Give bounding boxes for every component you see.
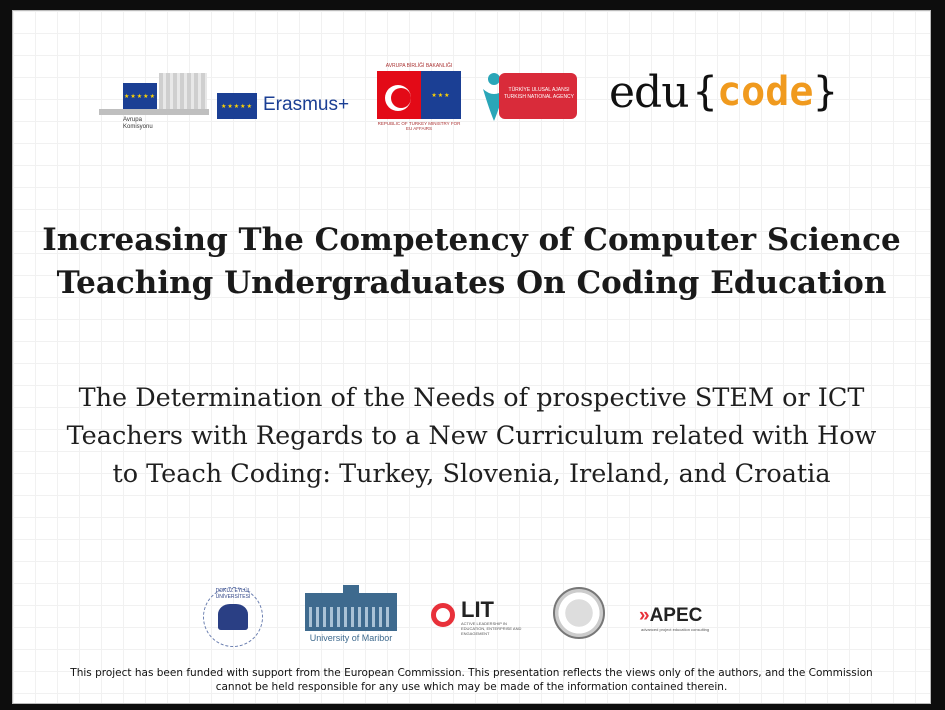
- apec-word: APEC: [649, 605, 703, 626]
- slide-subtitle: The Determination of the Needs of prospective STEM or ICT Teachers with Regards to a New Curriculum related with How to Teach Coding: Turkey, Slovenia, Ireland, and Croatia: [66, 383, 877, 489]
- berlaymont-building-icon: [159, 73, 207, 109]
- apec-subtext: advanced project education consulting: [641, 627, 710, 632]
- eu-flag-icon: ★★★★★: [123, 83, 157, 109]
- educode-edu: edu: [609, 67, 689, 118]
- university-of-maribor-logo: [305, 593, 397, 645]
- lit-logo: [431, 597, 531, 637]
- lit-word: LIT: [461, 597, 494, 622]
- lit-mark-icon: [431, 603, 455, 627]
- deu-ring-text: DOKUZ EYLÜL ÜNİVERSİTESİ: [215, 588, 251, 600]
- ec-logo-text: Avrupa Komisyonu: [123, 117, 153, 130]
- erasmus-label: Erasmus+: [263, 94, 350, 115]
- turkish-national-agency-logo: [479, 69, 577, 123]
- apec-logo: [639, 605, 719, 635]
- funding-disclaimer: This project has been funded with support from the European Commission. This presentation reflects the views only of the authors, and the Commission cannot be held responsible for any use which may be made of the information contained therein.: [70, 667, 873, 693]
- educode-logo: [609, 63, 869, 123]
- dokuz-eylul-university-logo: [203, 587, 263, 647]
- apec-mark-icon: »: [639, 605, 650, 626]
- ministry-top-text: AVRUPA BİRLİĞİ BAKANLIĞI: [385, 63, 453, 69]
- building-icon: [305, 593, 397, 631]
- slide: [12, 10, 931, 704]
- european-commission-logo: [99, 69, 209, 133]
- maribor-label: University of Maribor: [309, 633, 393, 643]
- lit-subtext: ACTIVE LEADERSHIP IN EDUCATION, ENTERPRISE AND ENGAGEMENT: [461, 621, 522, 636]
- ministry-bottom-text: REPUBLIC OF TURKEY MINISTRY FOR EU AFFAIRS: [377, 121, 461, 131]
- horse-emblem-icon: [218, 604, 248, 630]
- eu-stars-icon: ★★★: [421, 71, 461, 119]
- tna-text: TÜRKİYE ULUSAL AJANSI TURKISH NATIONAL AGENCY: [503, 87, 574, 100]
- funder-logo-row: [13, 63, 930, 143]
- turkish-flag-icon: [377, 71, 421, 119]
- educode-code: {code}: [693, 69, 838, 115]
- university-of-zagreb-seal-icon: [553, 587, 605, 639]
- erasmus-plus-logo: [217, 91, 367, 121]
- slide-title: Increasing The Competency of Computer Science Teaching Undergraduates On Coding Education: [42, 222, 901, 301]
- eu-flag-icon: ★★★★★: [217, 93, 257, 119]
- partner-logo-row: [13, 587, 930, 649]
- ministry-eu-affairs-logo: [377, 63, 461, 133]
